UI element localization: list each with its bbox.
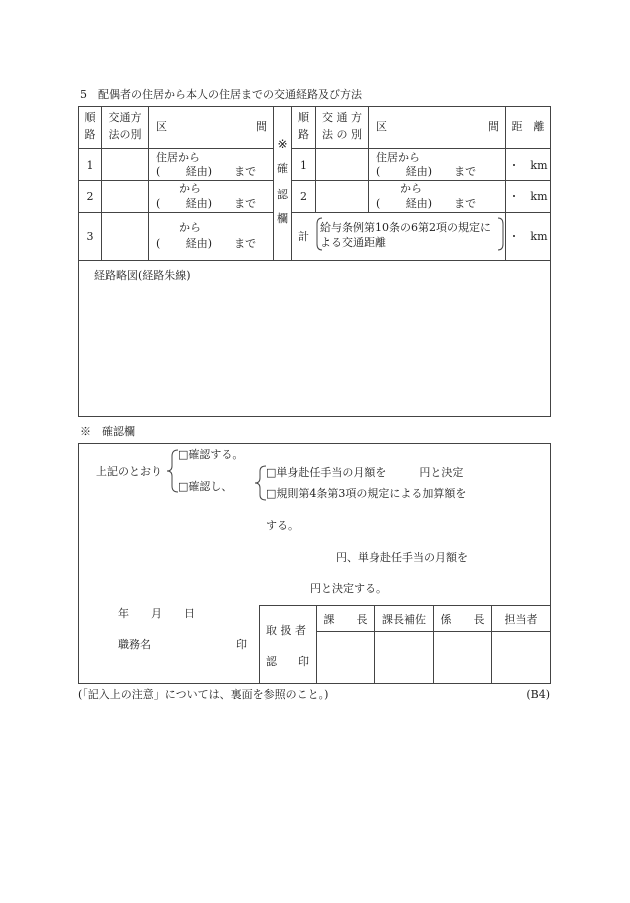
right-row-1-no: 1 bbox=[300, 159, 307, 172]
role-assistant-chief: 課長補佐 bbox=[382, 613, 426, 626]
header-method-1: 交通方 bbox=[108, 111, 142, 124]
header-method-b-1: 交 通 方 bbox=[322, 111, 362, 124]
seal-mark: 印 bbox=[236, 638, 247, 651]
left-row-3-no: 3 bbox=[86, 230, 94, 243]
confirm-vertical-3: 欄 bbox=[277, 212, 288, 225]
role-section-head: 係 長 bbox=[440, 613, 485, 626]
right-row-2-dist: ・ km bbox=[508, 190, 548, 203]
right-row-1-line2: ( 経由) まで bbox=[376, 165, 477, 178]
left-row-3-line1: から bbox=[179, 221, 201, 234]
decide-line: 円と決定する。 bbox=[310, 582, 387, 595]
total-note-2: よる交通距離 bbox=[320, 236, 386, 249]
confirm-vertical-2: 認 bbox=[277, 188, 288, 201]
header-section-ma: 間 bbox=[256, 120, 267, 133]
confirm-mark: ※ bbox=[277, 137, 288, 151]
right-row-2-line2: ( 経由) まで bbox=[376, 197, 477, 210]
left-row-1-line2: ( 経由) まで bbox=[156, 165, 257, 178]
option-confirm[interactable]: □確認する。 bbox=[178, 448, 244, 461]
confirm-title: ※ 確認欄 bbox=[80, 425, 135, 438]
route-map-label: 経路略図(経路朱線) bbox=[94, 269, 191, 282]
cert-label-left: 認 bbox=[266, 655, 277, 668]
header-order-b-2: 路 bbox=[298, 128, 309, 141]
left-row-2-line1: から bbox=[179, 182, 201, 195]
suru-text: する。 bbox=[266, 519, 299, 532]
left-row-2-line2: ( 経由) まで bbox=[156, 197, 257, 210]
right-row-1-line1: 住居から bbox=[376, 151, 420, 164]
left-row-1-line1: 住居から bbox=[156, 151, 200, 164]
role-staff: 担当者 bbox=[504, 613, 538, 626]
left-row-2-no: 2 bbox=[86, 190, 94, 203]
right-row-1-dist: ・ km bbox=[508, 159, 548, 172]
confirm-vertical-1: 確 bbox=[277, 162, 288, 175]
header-section-ku-b: 区 bbox=[376, 120, 387, 133]
left-row-1-no: 1 bbox=[86, 159, 94, 172]
header-section-ma-b: 間 bbox=[488, 120, 499, 133]
right-row-2-no: 2 bbox=[300, 190, 307, 203]
cert-label-right: 印 bbox=[298, 655, 309, 668]
header-section-ku: 区 bbox=[156, 120, 167, 133]
sub-option-1[interactable]: □単身赴任手当の月額を 円と決定 bbox=[266, 466, 464, 479]
header-order-2: 路 bbox=[84, 128, 96, 141]
role-chief: 課 長 bbox=[323, 613, 368, 626]
header-order-b-1: 順 bbox=[298, 111, 309, 124]
section-title: 5 配偶者の住居から本人の住居までの交通経路及び方法 bbox=[80, 88, 362, 101]
header-order-1: 順 bbox=[84, 111, 96, 124]
position-label: 職務名 bbox=[118, 638, 151, 651]
paper-size: (B4) bbox=[526, 688, 550, 701]
total-label: 計 bbox=[298, 230, 309, 243]
header-distance: 距 離 bbox=[511, 120, 545, 133]
total-note-1: 給与条例第10条の6第2項の規定に bbox=[320, 221, 491, 234]
date-line: 年 月 日 bbox=[118, 607, 195, 620]
yen-line: 円、単身赴任手当の月額を bbox=[336, 551, 468, 564]
left-row-3-line2: ( 経由) まで bbox=[156, 237, 257, 250]
sub-option-2[interactable]: □規則第4条第3項の規定による加算額を bbox=[266, 487, 467, 500]
header-method-b-2: 法 の 別 bbox=[322, 128, 362, 141]
option-confirm-and[interactable]: □確認し、 bbox=[178, 480, 233, 493]
right-row-2-line1: から bbox=[400, 182, 422, 195]
total-dist: ・ km bbox=[508, 230, 548, 243]
handler-label: 取 扱 者 bbox=[266, 624, 306, 637]
footer-note: (「記入上の注意」については、裏面を参照のこと。) bbox=[78, 688, 329, 701]
header-method-2: 法の別 bbox=[108, 128, 142, 141]
as-above-label: 上記のとおり bbox=[96, 465, 162, 478]
